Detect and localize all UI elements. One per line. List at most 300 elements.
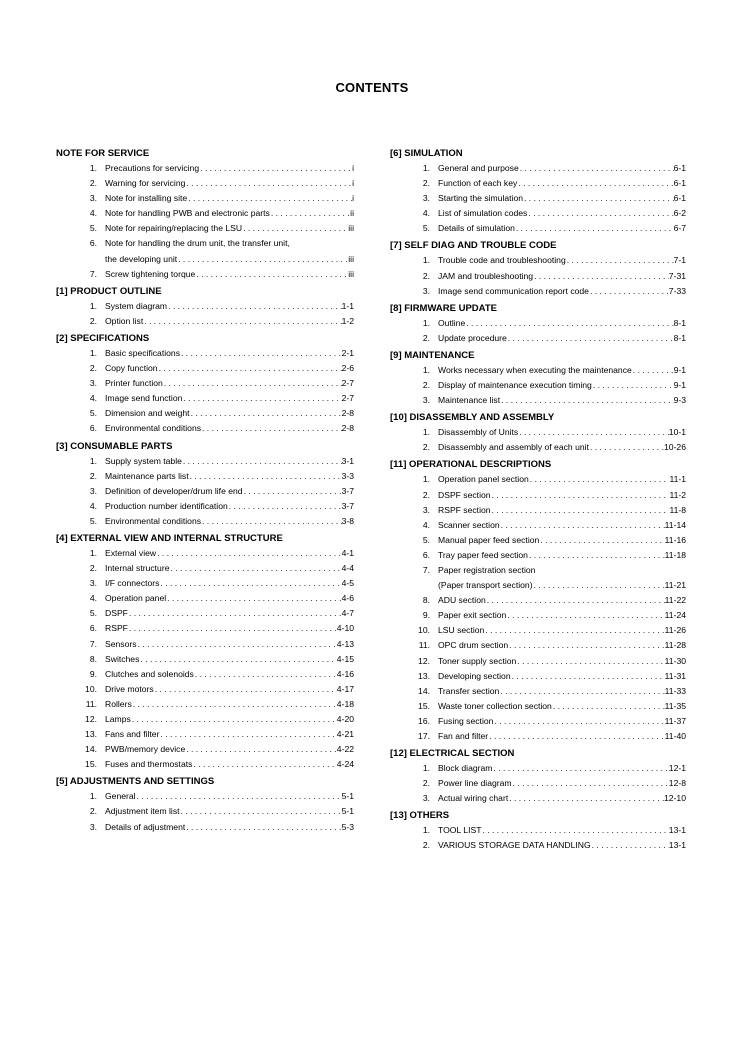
toc-entry[interactable] <box>390 838 686 853</box>
entry-number: 13. <box>85 729 97 740</box>
toc-entry[interactable] <box>390 669 686 684</box>
entry-page: 4-16 <box>336 668 354 679</box>
toc-entry[interactable] <box>56 697 354 712</box>
entry-label: Printer function <box>105 378 163 389</box>
entry-label: Dimension and weight <box>105 408 190 419</box>
toc-entry[interactable] <box>56 621 354 636</box>
entry-label: Paper exit section <box>438 610 507 621</box>
toc-entry[interactable] <box>56 742 354 757</box>
entry-number: 2. <box>422 840 430 851</box>
section-heading: [3] CONSUMABLE PARTS <box>56 440 173 452</box>
entry-number: 15. <box>85 759 97 770</box>
toc-entry[interactable] <box>56 667 354 682</box>
entry-number: 1. <box>89 300 97 311</box>
toc-entry[interactable] <box>390 548 686 563</box>
dot-leader <box>185 820 341 835</box>
entry-label-wrap <box>430 761 669 776</box>
dot-leader <box>192 757 336 772</box>
entry-page: 4-24 <box>336 759 354 770</box>
toc-entry[interactable] <box>56 267 354 282</box>
dot-leader <box>499 684 664 699</box>
section-heading: [13] OTHERS <box>390 810 450 822</box>
entry-label: Production number identification <box>105 500 228 511</box>
entry-page: 4-4 <box>341 563 354 574</box>
toc-entry[interactable] <box>56 820 354 835</box>
entry-number: 8. <box>89 653 97 664</box>
dot-leader <box>156 546 341 561</box>
entry-number: 11. <box>418 640 430 651</box>
entry-label-wrap <box>97 576 342 591</box>
entry-label: Supply system table <box>105 455 182 466</box>
section-heading: [6] SIMULATION <box>390 148 463 159</box>
entry-label: ADU section <box>438 595 486 606</box>
entry-label: Note for repairing/replacing the LSU <box>105 223 243 234</box>
entry-label: Fans and filter <box>105 729 160 740</box>
toc-entry[interactable] <box>56 682 354 697</box>
entry-label-wrap <box>97 314 342 329</box>
toc-entry-line <box>414 563 686 578</box>
entry-page: 6-2 <box>673 208 686 219</box>
toc-entry[interactable] <box>390 593 686 608</box>
entry-label-wrap <box>430 253 674 268</box>
entry-label: Copy function <box>105 363 158 374</box>
toc-entry[interactable] <box>56 591 354 606</box>
dot-leader <box>512 776 669 791</box>
entry-label: Tray paper feed section <box>438 549 528 560</box>
entry-label: Function of each key <box>438 178 518 189</box>
toc-entry[interactable] <box>390 378 686 393</box>
entry-page: 11-21 <box>664 580 686 591</box>
entry-number: 4. <box>422 208 430 219</box>
dot-leader <box>128 606 342 621</box>
section-heading: [2] SPECIFICATIONS <box>56 332 150 344</box>
toc-entry[interactable] <box>390 221 686 236</box>
entry-number: 3. <box>89 378 97 389</box>
section-heading: [11] OPERATIONAL DESCRIPTIONS <box>390 459 552 471</box>
toc-entry[interactable] <box>390 654 686 669</box>
toc-entry[interactable] <box>56 421 354 436</box>
entry-label-wrap <box>430 191 674 206</box>
entry-number: 1. <box>422 763 430 774</box>
entry-page: 2-7 <box>341 378 354 389</box>
toc-entry[interactable] <box>390 206 686 221</box>
entry-page: 4-6 <box>341 593 354 604</box>
toc-entry[interactable] <box>56 361 354 376</box>
entry-number: 15. <box>418 700 430 711</box>
dot-leader <box>539 533 664 548</box>
toc-entry[interactable] <box>56 376 354 391</box>
entry-page: 2-8 <box>341 423 354 434</box>
entry-label: Power line diagram <box>438 778 512 789</box>
toc-entry[interactable] <box>56 391 354 406</box>
toc-section <box>390 746 686 806</box>
entry-number: 4. <box>89 593 97 604</box>
entry-label-wrap <box>97 161 352 176</box>
toc-entry[interactable] <box>56 789 354 804</box>
entry-label-wrap <box>97 176 352 191</box>
toc-entry[interactable] <box>390 191 686 206</box>
entry-label-wrap <box>97 546 342 561</box>
entry-label: List of simulation codes <box>438 208 528 219</box>
toc-entry[interactable] <box>390 823 686 838</box>
dot-leader <box>167 299 341 314</box>
toc-entry[interactable] <box>390 331 686 346</box>
toc-entry[interactable] <box>390 488 686 503</box>
entry-number: 16. <box>418 715 430 726</box>
entry-label-wrap <box>97 236 354 251</box>
entry-label-wrap <box>97 484 342 499</box>
toc-entry[interactable] <box>390 253 686 268</box>
dot-leader <box>201 514 342 529</box>
dot-leader <box>592 378 674 393</box>
entry-page: 11-40 <box>664 731 686 741</box>
entry-number: 1. <box>422 255 430 266</box>
section-heading: [8] FIRMWARE UPDATE <box>390 302 497 314</box>
entry-page: 6-1 <box>673 163 686 173</box>
toc-entry[interactable] <box>56 469 354 484</box>
toc-entry[interactable] <box>390 608 686 623</box>
toc-entry[interactable] <box>56 236 354 266</box>
entry-number: 2. <box>89 315 97 326</box>
dot-leader <box>243 484 342 499</box>
dot-leader <box>492 761 668 776</box>
entry-label-continued: the developing unit <box>105 253 178 264</box>
dot-leader <box>182 454 342 469</box>
dot-leader <box>131 712 337 727</box>
entry-page: 5-1 <box>341 791 354 802</box>
entry-page: 7-33 <box>668 285 686 296</box>
entry-label-wrap <box>430 472 669 487</box>
dot-leader <box>511 669 665 684</box>
entry-label-wrap <box>97 206 350 221</box>
entry-page: 11-2 <box>669 489 686 500</box>
entry-label-wrap <box>430 533 665 548</box>
entry-label-wrap <box>97 757 337 772</box>
entry-label-wrap <box>430 729 665 744</box>
dot-leader <box>177 252 348 267</box>
entry-number: 2. <box>422 178 430 189</box>
toc-entry[interactable] <box>56 176 354 191</box>
toc-entry[interactable] <box>56 406 354 421</box>
entry-page: 11-35 <box>664 700 686 711</box>
entry-number: 13. <box>418 670 430 681</box>
entry-label-wrap <box>430 316 674 331</box>
entry-label-wrap <box>97 299 342 314</box>
toc-entry[interactable] <box>56 804 354 819</box>
toc-entry[interactable] <box>390 533 686 548</box>
entry-number: 1. <box>89 547 97 558</box>
entry-page: 4-21 <box>336 729 354 740</box>
toc-section <box>390 808 686 853</box>
entry-page: 10-26 <box>664 442 686 453</box>
toc-entry[interactable] <box>56 161 354 176</box>
entry-page: 2-7 <box>341 393 354 404</box>
toc-section <box>390 238 686 298</box>
toc-entry[interactable] <box>390 393 686 408</box>
toc-section <box>56 774 354 834</box>
toc-entry[interactable] <box>56 561 354 576</box>
dot-leader <box>508 791 664 806</box>
entry-label: System diagram <box>105 300 168 311</box>
entry-number: 7. <box>422 564 430 575</box>
toc-entry[interactable] <box>390 714 686 729</box>
entry-label-wrap <box>430 363 674 378</box>
entry-label-wrap <box>430 714 665 729</box>
entry-page: 4-18 <box>336 698 354 709</box>
entry-label-wrap <box>97 820 342 835</box>
entry-number: 3. <box>89 821 97 832</box>
entry-label: Operation panel <box>105 593 167 604</box>
dot-leader <box>163 376 342 391</box>
toc-entry[interactable] <box>390 316 686 331</box>
toc-entry[interactable] <box>390 761 686 776</box>
toc-entry-line <box>81 252 354 267</box>
toc-entry[interactable] <box>56 499 354 514</box>
section-heading: [1] PRODUCT OUTLINE <box>56 285 162 297</box>
entry-page: 11-1 <box>669 474 686 485</box>
toc-entry[interactable] <box>56 652 354 667</box>
entry-page: iii <box>348 223 354 234</box>
entry-number: 6. <box>89 423 97 434</box>
dot-leader <box>195 267 348 282</box>
toc-entry-line <box>81 236 354 251</box>
toc-entry[interactable] <box>390 472 686 487</box>
entry-label-wrap <box>97 789 342 804</box>
entry-page: 4-1 <box>341 547 354 558</box>
entry-label-wrap <box>430 488 669 503</box>
toc-entry[interactable] <box>390 363 686 378</box>
entry-page: 4-10 <box>336 623 354 634</box>
entry-page: 13-1 <box>668 825 686 836</box>
entry-number: 4. <box>89 500 97 511</box>
entry-page: 12-10 <box>664 793 686 804</box>
toc-entry[interactable] <box>390 684 686 699</box>
dot-leader <box>533 269 669 284</box>
entry-label: Clutches and solenoids <box>105 668 194 679</box>
toc-entry[interactable] <box>390 269 686 284</box>
dot-leader <box>566 253 674 268</box>
toc-entry[interactable] <box>390 563 686 593</box>
entry-label: Actual wiring chart <box>438 793 509 804</box>
entry-label-wrap <box>430 669 665 684</box>
entry-label-wrap <box>97 346 342 361</box>
dot-leader <box>517 176 673 191</box>
entry-page: 11-18 <box>664 549 686 560</box>
dot-leader <box>159 727 336 742</box>
toc-entry-line <box>414 578 686 593</box>
entry-label-wrap <box>430 608 665 623</box>
entry-number: 10. <box>85 683 97 694</box>
toc-entry[interactable] <box>56 576 354 591</box>
entry-label: Drive motors <box>105 683 154 694</box>
entry-page: 9-1 <box>673 380 686 391</box>
toc-entry[interactable] <box>390 638 686 653</box>
toc-entry[interactable] <box>56 346 354 361</box>
dot-leader <box>270 206 350 221</box>
section-heading: [9] MAINTENANCE <box>390 349 475 361</box>
toc-entry[interactable] <box>390 518 686 533</box>
entry-label-wrap <box>97 637 337 652</box>
entry-label: Scanner section <box>438 519 500 530</box>
entry-number: 11. <box>85 698 97 709</box>
entry-number: 5. <box>89 223 97 234</box>
entry-label: PWB/memory device <box>105 744 186 755</box>
entry-page: 12-1 <box>668 763 686 774</box>
toc-entry[interactable] <box>56 546 354 561</box>
dot-leader <box>158 361 342 376</box>
entry-label-wrap <box>97 267 348 282</box>
entry-label: Image send communication report code <box>438 285 589 296</box>
entry-number: 1. <box>89 455 97 466</box>
dot-leader <box>493 714 664 729</box>
entry-label: Waste toner collection section <box>438 700 552 711</box>
toc-entry[interactable] <box>390 623 686 638</box>
dot-leader <box>242 221 348 236</box>
dot-leader <box>194 667 337 682</box>
toc-entry[interactable] <box>56 314 354 329</box>
entry-number: 4. <box>422 519 430 530</box>
toc-entry[interactable] <box>56 637 354 652</box>
entry-page: 4-22 <box>336 744 354 755</box>
toc-entry[interactable] <box>390 729 686 744</box>
toc-entry[interactable] <box>56 221 354 236</box>
toc-entry[interactable] <box>390 161 686 176</box>
entry-page: ii <box>350 208 354 219</box>
entry-label-wrap <box>97 697 337 712</box>
dot-leader <box>132 697 337 712</box>
entry-page: 10-1 <box>668 427 686 438</box>
toc-entry[interactable] <box>390 776 686 791</box>
entry-label: Rollers <box>105 698 132 709</box>
entry-label-wrap <box>97 421 342 436</box>
toc-entry[interactable] <box>56 206 354 221</box>
entry-number: 14. <box>418 685 430 696</box>
toc-entry[interactable] <box>56 514 354 529</box>
entry-page: 4-7 <box>341 608 354 619</box>
entry-page: 2-8 <box>341 408 354 419</box>
dot-leader <box>527 206 673 221</box>
toc-entry[interactable] <box>390 503 686 518</box>
entry-label-wrap <box>438 578 665 593</box>
toc-entry[interactable] <box>390 176 686 191</box>
toc-entry[interactable] <box>56 484 354 499</box>
entry-number: 1. <box>422 163 430 173</box>
entry-label: I/F connectors <box>105 578 160 589</box>
toc-entry[interactable] <box>390 791 686 806</box>
dot-leader <box>484 623 664 638</box>
dot-leader <box>591 838 669 853</box>
dot-leader <box>529 472 670 487</box>
entry-label-wrap <box>97 561 342 576</box>
section-heading: [7] SELF DIAG AND TROUBLE CODE <box>390 240 557 252</box>
entry-label-continued: (Paper transport section) <box>438 580 533 591</box>
entry-page: iii <box>348 268 354 279</box>
dot-leader <box>185 176 352 191</box>
entry-label-wrap <box>430 503 669 518</box>
toc-entry[interactable] <box>390 284 686 299</box>
entry-label-wrap <box>430 548 665 563</box>
entry-label: Note for handling PWB and electronic parts <box>105 208 270 219</box>
entry-number: 8. <box>422 595 430 606</box>
toc-entry[interactable] <box>390 425 686 440</box>
entry-page: 11-22 <box>664 595 686 606</box>
entry-label-wrap <box>105 252 348 267</box>
toc-entry[interactable] <box>390 440 686 455</box>
dot-leader <box>481 823 668 838</box>
toc-section <box>56 331 354 437</box>
entry-number: 5. <box>422 534 430 545</box>
entry-number: 2. <box>422 270 430 281</box>
entry-label: Image send function <box>105 393 183 404</box>
entry-page: 11-37 <box>664 715 686 726</box>
toc-section <box>56 284 354 329</box>
entry-label: General <box>105 791 136 802</box>
entry-label: Internal structure <box>105 563 170 574</box>
entry-number: 6. <box>89 238 97 249</box>
entry-label-wrap <box>97 742 337 757</box>
entry-page: 8-1 <box>673 317 686 328</box>
entry-number: 2. <box>89 363 97 374</box>
entry-label: Disassembly of Units <box>438 427 519 438</box>
entry-label: Environmental conditions <box>105 423 202 434</box>
entry-label-wrap <box>430 776 669 791</box>
entry-page: 3-7 <box>341 485 354 496</box>
entry-number: 1. <box>89 347 97 358</box>
entry-page: 6-1 <box>673 178 686 189</box>
entry-label: Transfer section <box>438 685 500 696</box>
entry-page: 11-28 <box>664 640 686 651</box>
entry-number: 2. <box>422 442 430 453</box>
dot-leader <box>508 638 664 653</box>
entry-label-wrap <box>430 654 665 669</box>
entry-number: 2. <box>89 178 97 189</box>
toc-entry[interactable] <box>390 699 686 714</box>
entry-number: 12. <box>418 655 430 666</box>
entry-page: 11-30 <box>664 655 686 666</box>
entry-page: iii <box>348 253 354 264</box>
entry-label-wrap <box>97 652 337 667</box>
dot-leader <box>189 469 342 484</box>
entry-label-wrap <box>430 176 674 191</box>
dot-leader <box>491 488 670 503</box>
entry-number: 6. <box>422 549 430 560</box>
entry-label-wrap <box>430 518 665 533</box>
entry-number: 14. <box>85 744 97 755</box>
toc-entry[interactable] <box>56 727 354 742</box>
toc-entry[interactable] <box>56 299 354 314</box>
toc-entry[interactable] <box>56 191 354 206</box>
entry-page: 9-1 <box>673 364 686 375</box>
toc-entry[interactable] <box>56 712 354 727</box>
dot-leader <box>528 548 665 563</box>
dot-leader <box>507 331 674 346</box>
entry-page: 5-1 <box>341 806 354 817</box>
entry-number: 4. <box>89 208 97 219</box>
entry-label: Note for handling the drum unit, the transfer unit, <box>105 238 290 249</box>
entry-label-wrap <box>430 593 665 608</box>
toc-entry[interactable] <box>56 757 354 772</box>
entry-label: Details of simulation <box>438 223 515 234</box>
entry-number: 10. <box>418 625 430 636</box>
entry-label: Manual paper feed section <box>438 534 540 545</box>
toc-entry[interactable] <box>56 454 354 469</box>
entry-page: 11-14 <box>664 519 686 530</box>
entry-label-wrap <box>97 682 337 697</box>
entry-page: 3-1 <box>341 455 354 466</box>
entry-label: TOOL LIST <box>438 825 482 836</box>
entry-page: 5-3 <box>341 821 354 832</box>
toc-entry[interactable] <box>56 606 354 621</box>
